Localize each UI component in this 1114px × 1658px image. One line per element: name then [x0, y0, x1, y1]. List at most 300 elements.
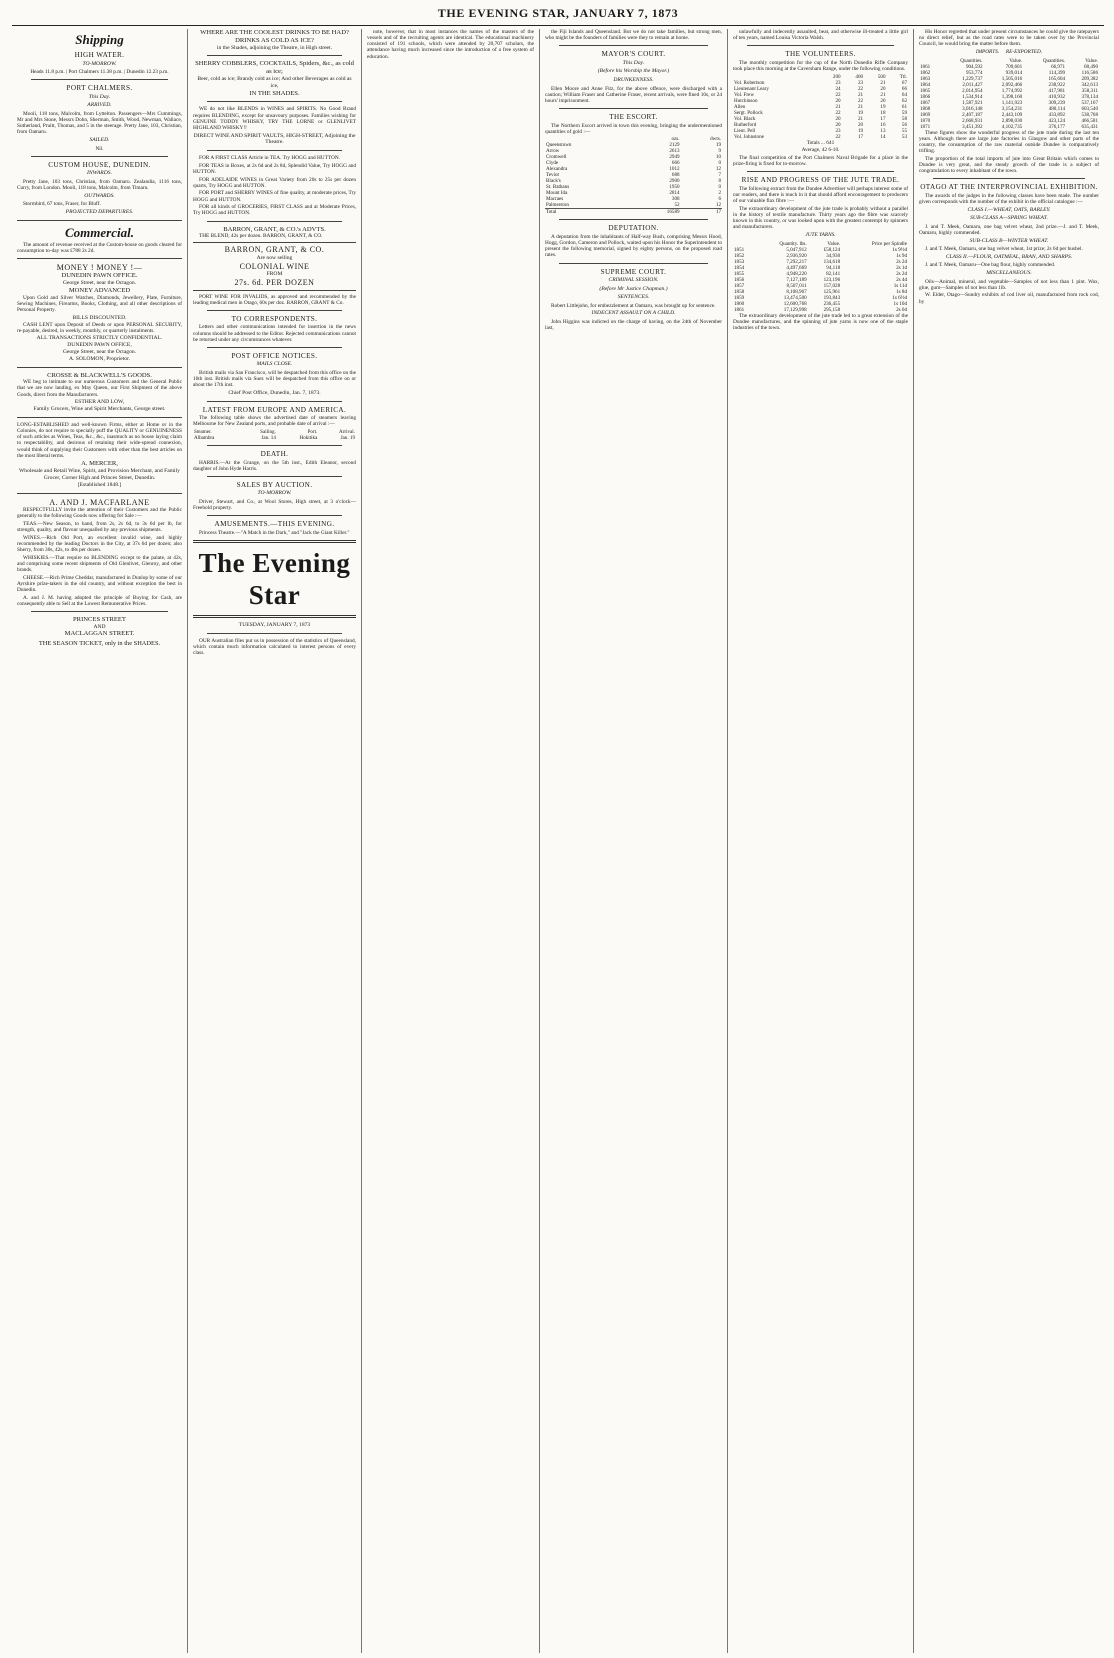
mayors-court-heading: MAYOR'S COURT. — [601, 50, 666, 59]
issue-date: TUESDAY, JANUARY 7, 1873 — [238, 621, 311, 628]
award-4: Oils—Animal, mineral, and vegetable—Samples of not less than 1 pint. Wax, glue, gum—Samples of not less than 1lb. — [919, 278, 1099, 291]
port-wine-invalids-ad: PORT WINE FOR INVALIDS, as approved and recommended by the leading medical men in Otago, 60s per doz. BARRON, GRANT & Co. — [193, 293, 356, 306]
column-2 — [188, 29, 362, 1653]
macfarlane-name: A. AND J. MACFARLANE — [49, 497, 150, 507]
table-cell: 116,586 — [1081, 69, 1098, 76]
table-cell: Hutchinson — [734, 97, 758, 104]
table-cell: 18 — [880, 109, 886, 116]
sub-class-b-heading: SUB-CLASS B—WINTER WHEAT. — [969, 237, 1049, 244]
table-cell: Allen — [734, 103, 746, 110]
pawn-cash: CASH LENT upon Deposit of Deeds or upon PERSONAL SECURITY, re-payable, desired, in weekly, monthly, or quarterly instalments. — [17, 321, 182, 334]
supreme-court-text: Robert Littlejohn, for embezzlement at Oamaru, was brought up for sentence. — [551, 302, 716, 309]
crosse-text: WE beg to intimate to our numerous Customers and the General Public that we are now landing, ex May Queen, our First Shipment of the above Goods, direct from the Manufacturers. — [17, 379, 182, 398]
re-exported-heading: RE-EXPORTED. — [1005, 49, 1043, 56]
jute-intro: The following extract from the Dundee Advertiser will perhaps interest some of our readers, and there is much in it that should afford encouragement to producers of our valuable flax fibre :— — [733, 185, 909, 205]
table-cell: 635,431 — [1081, 123, 1098, 130]
table-cell: 2949 — [669, 154, 680, 161]
table-cell: 23 — [857, 79, 864, 86]
table-cell: 1s 11d — [893, 282, 907, 289]
table-cell: 2,668,931 — [962, 117, 983, 124]
from-label: FROM — [266, 271, 283, 278]
table-cell: 953,774 — [965, 69, 983, 76]
table-cell: 1852 — [734, 252, 745, 259]
table-cell: 193,843 — [823, 294, 841, 301]
table-cell: 21 — [880, 79, 886, 86]
table-header: Value. — [1085, 57, 1098, 64]
table-cell: 20 — [880, 97, 886, 104]
pawn-proprietor: A. SOLOMON, Proprietor. — [68, 355, 131, 362]
table-cell: 209,382 — [1081, 75, 1098, 82]
table-cell: 1950 — [669, 184, 680, 191]
this-day-label: This Day. — [88, 93, 111, 100]
column-3 — [362, 29, 540, 1653]
trade-text-2: The proportion of the total imports of jute into Great Britain which comes to Dundee is very great, and the steady growth of the trade is a subject of congratulation to every inhabitant of the town. — [919, 155, 1099, 175]
table-cell: Vol. Johnstone — [734, 133, 764, 140]
table-cell: 1,587,921 — [962, 99, 983, 106]
table-cell: 66 — [901, 85, 907, 92]
table-cell: 1868 — [920, 105, 931, 112]
table-cell: 309,239 — [1048, 99, 1066, 106]
table-cell: 12,600,768 — [783, 300, 807, 307]
table-cell: 2s 2d — [896, 258, 907, 265]
divider — [17, 367, 182, 368]
table-cell: 1867 — [920, 99, 931, 106]
crosse-signature: ESTHER AND LOW, — [74, 399, 125, 406]
arrived-label: ARRIVED. — [87, 102, 112, 109]
divider — [207, 55, 342, 56]
table-cell: 61 — [901, 103, 907, 110]
divider — [207, 515, 342, 516]
sales-by-auction-heading: SALES BY AUCTION. — [236, 480, 313, 489]
table-cell: 1857 — [734, 282, 745, 289]
table-header: Price per Spindle — [871, 240, 907, 247]
table-cell: 20 — [880, 85, 886, 92]
colonial-wine-label: COLONIAL WINE — [239, 261, 310, 271]
table-cell: 1851 — [734, 246, 745, 253]
editorial-lead: OUR Australian files put us in possession of the statistics of Queensland, which contain much information calculated to interest persons of every class. — [193, 637, 356, 656]
table-header: Quantity. lbs. — [779, 240, 807, 247]
exhibition-heading: OTAGO AT THE INTERPROVINCIAL EXHIBITION. — [920, 183, 1098, 192]
long-established-ad: LONG-ESTABLISHED and well-known Firms, either at Home or in the Colonies, do not require to specially puff the QUALITY or GENUINENESS of such articles as Wines, Teas, &c., &c., inasmuch as no house laying claim to respectability, and desirous of retaining their wide-spread connexion, would think of supplying their Customers with other than the best articles on the most liberal terms. — [17, 421, 182, 459]
table-cell: 62 — [901, 97, 907, 104]
this-day-label: This Day. — [622, 59, 645, 66]
drunkenness-label: DRUNKENNESS. — [613, 77, 654, 83]
macfarlane-teas: TEAS.—New Season, to hand, from 2s, 2s 6d, to 3s 6d per lb, for strength, quality, and flavour unequalled by any previous shipments. — [17, 520, 182, 533]
mayor-sub: (Before his Worship the Mayor.) — [597, 68, 670, 75]
volunteers-total: Totals ... 641 — [806, 139, 835, 146]
table-cell: 16 — [880, 121, 886, 128]
assault-heading: INDECENT ASSAULT ON A CHILD. — [591, 310, 676, 317]
table-cell: Macraes — [546, 196, 564, 203]
rifle-scores-table — [733, 74, 908, 140]
table-cell: Rutherford — [734, 121, 757, 128]
table-cell: 2 — [718, 190, 721, 197]
table-cell: 1869 — [920, 111, 931, 118]
columns — [12, 29, 1104, 1653]
table-header: 500 — [877, 73, 886, 80]
jute-body: The extraordinary development of the jute trade is probably without a parallel in the history of textile manufacture. Thirty years ago the fibre was scarcely known in this country, or was looked upon with the greatest contempt by spinners and manufacturers. — [733, 205, 908, 231]
money-advanced: MONEY ADVANCED — [68, 286, 131, 294]
table-cell: 2s 2d — [896, 270, 907, 277]
crosse-signature-detail: Family Grocers, Wine and Spirit Merchants, George street. — [33, 406, 166, 413]
supreme-court-heading: SUPREME COURT. — [600, 267, 667, 276]
divider — [17, 493, 182, 494]
divider — [31, 79, 168, 80]
table-cell: 20 — [857, 121, 864, 128]
pawn-office-sign: DUNEDIN PAWN OFFICE, — [67, 342, 132, 349]
jute-trade-heading: RISE AND PROGRESS OF THE JUTE TRADE. — [741, 176, 900, 185]
table-cell: 56 — [901, 121, 907, 128]
macfarlane-wines: WINES.—Rich Old Port, an excellent invalid wine, and highly recommended by the leading Doctors in the City, at 37s 6d per dozen; also Sherry, from 30s, 42s, to 48s per dozen. — [17, 534, 182, 553]
sailed-label: SAILED. — [89, 137, 110, 144]
tomorrow-label: TO-MORROW. — [82, 60, 117, 67]
table-cell: 603,540 — [1081, 105, 1098, 112]
deputation-heading: DEPUTATION. — [608, 224, 659, 233]
table-cell: 64 — [901, 91, 907, 98]
table-cell: 1861 — [920, 63, 931, 70]
table-total-row — [545, 209, 722, 216]
table-cell: 433,892 — [1048, 111, 1066, 118]
shades-ad: WHERE ARE THE COOLEST DRINKS TO BE HAD? DRINKS AS COLD AS ICE? — [200, 29, 349, 44]
volunteers-text: The monthly competition for the cup of the North Dunedin Rifle Company took place this morning at the Caversham Range, under the following conditions. — [733, 59, 908, 72]
table-header: dwts. — [710, 136, 721, 143]
exhibition-text: The awards of the judges in the following classes have been made. The number given corresponds with the number of the exhibit in the official catalogue :— — [919, 192, 1099, 205]
barron-grant-heading: BARRON, GRANT, & CO.'s ADVTS. — [223, 225, 326, 233]
jute-yarns-table — [733, 241, 908, 313]
table-cell: 1863 — [920, 75, 931, 82]
table-cell: 1856 — [734, 276, 745, 283]
macfarlane-whiskies: WHISKIES.—That require no BLENDING except to the palate, at 42s, and comprising some recent shipments of Old Glenlivet, Glenroy, and other brands. — [17, 554, 182, 573]
table-cell: Vol. Frew — [734, 91, 754, 98]
table-cell: Queenstown — [546, 142, 572, 149]
now-selling: Are now selling — [256, 254, 293, 261]
column-1 — [12, 29, 188, 1653]
table-cell: 67 — [901, 79, 907, 86]
article-lead: note, however, that in most instances the names of the masters of the vessels and of the recruiting agents are identical. The educational machinery consisted of 191 schools, which were attended by 20,707 scholars, the attendance having much increased since the introduction of a free system of education. — [367, 29, 534, 60]
table-cell: 2,898,030 — [1001, 117, 1023, 124]
table-cell: 1862 — [920, 69, 931, 76]
evening-star-mast — [193, 547, 356, 611]
postmaster-line: Chief Post Office, Dunedin, Jan. 7, 1873. — [228, 389, 321, 396]
volunteers-close: The final competition of the Port Chalmers Naval Brigade for a place in the prize-firing is fixed for to-morrow. — [733, 154, 908, 168]
table-cell: 4,948,220 — [786, 270, 807, 277]
table-cell: 94,118 — [826, 264, 841, 271]
table-cell: 165,604 — [1048, 75, 1066, 82]
divider — [31, 611, 168, 612]
table-cell: Albambra — [194, 435, 215, 441]
table-cell: 709,601 — [1005, 63, 1023, 70]
pawn-address: George Street, near the Octagon. — [62, 280, 137, 287]
sentences-label: SENTENCES. — [617, 294, 650, 301]
table-cell: 1858 — [734, 288, 745, 295]
table-cell: 537,167 — [1081, 99, 1098, 106]
table-cell: 666 — [671, 160, 680, 167]
newspaper-title: THE EVENING STAR, JANUARY 7, 1873 — [437, 6, 679, 20]
table-header: Port. — [307, 429, 318, 435]
table-cell: 1866 — [920, 93, 931, 100]
table-cell: 1s 9d — [896, 252, 907, 259]
table-header: Arrival. — [339, 429, 355, 435]
table-cell: 16589 — [633, 209, 680, 216]
table-cell: 14 — [880, 133, 886, 140]
trade-text: These figures show the wonderful progress of the jute trade during the last ten years. Although there are large jute factories in Glasgow and other parts of the country, the consumption of the raw material outside Dundee is comparatively trifling. — [919, 129, 1099, 155]
table-cell: 1871 — [920, 123, 931, 130]
table-cell: 17,129,998 — [783, 306, 807, 313]
table-cell: 1864 — [920, 81, 931, 88]
table-header: Quantities. — [1042, 57, 1066, 64]
table-cell: 2s 4d — [896, 276, 907, 283]
table-cell: Sergt. Pollock — [734, 109, 763, 116]
jute-trade-table — [919, 58, 1099, 130]
season-ticket: THE SEASON TICKET, only in the SHADES. — [38, 640, 161, 648]
table-header: 400 — [855, 73, 864, 80]
table-cell: 23 — [835, 79, 841, 86]
table-cell: 2s 0d — [896, 306, 907, 313]
shipping-heading: Shipping — [75, 32, 124, 47]
deputation-text: A deputation from the inhabitants of Half-way Bush, comprising Messrs Hood, Hogg, Gordon, Cameron and Pollock, waited upon his Honor the Superintendent to present the following memorial, signed by eighty persons, on the proposed road rates. — [545, 233, 722, 259]
table-cell: 3,016,148 — [962, 105, 983, 112]
divider — [207, 347, 342, 348]
table-header: Value. — [827, 240, 841, 247]
wine-price: 27s. 6d. PER DOZEN — [234, 278, 315, 288]
high-water-heading: HIGH WATER. — [74, 51, 125, 59]
table-cell: 21 — [857, 103, 864, 110]
port-chalmers-heading: PORT CHALMERS. — [66, 84, 133, 93]
amusements-text: Princess Theatre.—"A Match in the Dark," and "Jack the Giant Killer." — [199, 529, 350, 536]
pawn-office-heading: DUNEDIN PAWN OFFICE. — [61, 272, 138, 280]
table-cell: 904,592 — [965, 63, 983, 70]
shades-ad-location: in the Shades, adjoining the Theatre, in High street. — [216, 44, 332, 51]
table-header: 200 — [832, 73, 841, 80]
table-cell: 134,618 — [823, 258, 841, 265]
column-5 — [728, 29, 914, 1653]
divider — [207, 401, 342, 402]
divider — [207, 221, 342, 222]
table-cell: 7 — [718, 172, 721, 179]
table-cell: 1,141,923 — [1001, 99, 1023, 106]
colonial-wine-ad — [193, 242, 356, 290]
table-cell: 22 — [835, 133, 841, 140]
blends-ad: WE do not like BLENDS in WINES and SPIRITS. No Good Brand requires BLENDING, except for unsavoury purposes. Families wishing for GENUINE TODDY WHISKY, TRY THE LORNE or GLENLIVET HIGHLAND WHISKY!! — [193, 106, 356, 131]
table-cell: 4,497,669 — [786, 264, 807, 271]
class-1-heading: CLASS I.—WHEAT, OATS, BARLEY. — [967, 206, 1051, 213]
table-cell: 23 — [835, 127, 841, 134]
established-date: [Established 1848.] — [77, 481, 122, 488]
and-word: AND — [93, 623, 106, 630]
table-cell: 2613 — [669, 148, 680, 155]
hogg-hutton-teas-ad: FOR TEAS in Boxes, at 2s 6d and 2s 8d, Splendid Value, Try HOGG and HUTTON. — [193, 162, 356, 175]
sherry-cobblers-detail: Beer, cold as ice; Brandy cold as ice; And other Beverages as cold as ice, — [197, 75, 352, 89]
table-cell: 1012 — [669, 166, 680, 173]
table-cell: 66,971 — [1051, 63, 1066, 70]
divider — [559, 45, 708, 46]
divider — [17, 258, 182, 259]
mercer-text: Wholesale and Retail Wine, Spirit, and Provision Merchant, and Family Grocer, Corner High and Princes Street, Dunedin. — [19, 468, 180, 481]
table-cell: 12 — [715, 166, 721, 173]
sub-class-a-heading: SUB-CLASS A—SPRING WHEAT. — [970, 215, 1048, 222]
table-cell: 1,774,992 — [1001, 87, 1023, 94]
table-cell: 123,196 — [823, 276, 841, 283]
table-cell: 1860 — [734, 300, 745, 307]
macfarlane-close: A. and J. M. having adopted the principle of Buying for Cash, are consequently able to Sell at the Lowest Remunerative Prices. — [17, 594, 182, 607]
table-cell: 22 — [835, 109, 841, 116]
table-cell: 308 — [671, 196, 680, 203]
table-cell: £58,124 — [823, 246, 841, 253]
table-cell: 22 — [857, 97, 864, 104]
table-header: Quantities. — [960, 57, 983, 64]
table-cell: 53 — [901, 133, 907, 140]
table-cell: 157,028 — [823, 282, 841, 289]
table-cell: 8 — [718, 178, 721, 185]
table-cell: 2129 — [669, 142, 680, 149]
table-cell: 17 — [880, 115, 886, 122]
divider — [207, 150, 342, 151]
table-cell: 939,014 — [1005, 69, 1023, 76]
divider — [17, 417, 182, 418]
hogg-hutton-tea-ad: FOR A FIRST CLASS Article in TEA. Try HOGG and HUTTON. — [199, 155, 340, 162]
custom-house-heading: CUSTOM HOUSE, DUNEDIN. — [48, 160, 151, 169]
table-cell: 410,932 — [1048, 93, 1066, 100]
death-text: HARRIS.—At the Grange, on the 5th inst., Edith Eleanor, second daughter of John Hyde Harris. — [193, 459, 356, 472]
table-cell: 13,474,500 — [783, 294, 807, 301]
bills-discounted: BILLS DISCOUNTED. — [72, 314, 127, 321]
pawn-confidential: ALL TRANSACTIONS STRICTLY CONFIDENTIAL. — [36, 335, 163, 342]
maclaggan-street: MACLAGGAN STREET. — [64, 630, 135, 638]
table-cell: 52 — [674, 202, 680, 209]
table-cell: 2,936,920 — [786, 252, 807, 259]
table-cell: 423,124 — [1048, 117, 1066, 124]
divider — [747, 171, 894, 172]
table-cell: 378,134 — [1081, 93, 1098, 100]
table-cell: Clyde — [546, 160, 559, 167]
table-cell: 82,141 — [826, 270, 841, 277]
table-cell: 1,534,914 — [962, 93, 983, 100]
sherry-cobblers-ad: SHERRY COBBLERS, COCKTAILS, Spiders, &c., as cold as ice; — [195, 60, 354, 76]
table-cell: 19 — [857, 109, 864, 116]
barron-grant-name: BARRON, GRANT, & CO. — [224, 245, 325, 255]
table-cell: 1855 — [734, 270, 745, 277]
table-cell: 8,108,967 — [786, 288, 807, 295]
volunteers-heading: THE VOLUNTEERS. — [785, 50, 856, 59]
jute-yarns-heading: JUTE YARNS. — [805, 232, 836, 239]
table-cell: 17 — [857, 133, 864, 140]
arrived-text: Mooli, 118 tons, Malcolm, from Lyttelton. Passengers—Mrs Cummings, Mr and Mrs Stone, Messrs Dohn, Sherman, Smith, Wood, Newman, Wallace, Sutherland, Pruitt, Thomas, and 5 in the steerage. Pretty Jane, 103, Christian, from Oamaru. — [17, 110, 182, 136]
table-cell: Jan. 19 — [340, 435, 355, 441]
table-cell: Vol. Robertson — [734, 79, 765, 86]
commercial-text: The amount of revenue received at the Custom-house on goods cleared for consumption to-day was £788 2s 2d. — [17, 241, 182, 254]
table-cell: Palmerston — [546, 202, 569, 209]
table-cell: 295,158 — [823, 306, 841, 313]
money-ad-heading: MONEY ! MONEY !— — [56, 262, 143, 272]
table-cell: 22 — [857, 85, 864, 92]
mails-text: British mails via San Francisco, will be despatched from this office on the 16th inst. British mails via Suez will be despatched from this office on or about the 17th inst. — [193, 369, 356, 389]
correspondents-heading: TO CORRESPONDENTS. — [231, 314, 318, 323]
imports-exports-heading — [919, 49, 1099, 55]
sales-text: Driver, Stewart, and Co., at Wool Stores, High street, at 3 o'clock—Freehold property. — [193, 498, 356, 512]
post-office-heading: POST OFFICE NOTICES. — [231, 351, 318, 360]
table-cell: Teviot — [546, 172, 559, 179]
column-4 — [540, 29, 728, 1653]
divider — [559, 219, 708, 220]
table-cell: 1865 — [920, 87, 931, 94]
table-header: Ttl. — [899, 73, 907, 80]
table-cell: 2,407,187 — [962, 111, 983, 118]
award-2: J. and T. Meek, Oamaru, one bag velvet wheat, 1st prize; 2s 6d per bushel. — [925, 246, 1083, 253]
table-cell: Arrow — [546, 148, 560, 155]
divider — [207, 476, 342, 477]
table-cell: 7,127,189 — [786, 276, 807, 283]
outwards-label: OUTWARDS. — [84, 192, 115, 199]
table-header: Value. — [1009, 57, 1023, 64]
table-cell: Lieutenant Leary — [734, 85, 769, 92]
table-cell: 5,047,912 — [786, 246, 807, 253]
table-cell: 114,399 — [1048, 69, 1066, 76]
table-cell: 19 — [857, 127, 864, 134]
table-cell: 1s 10d — [893, 300, 907, 307]
table-cell: 538,768 — [1081, 111, 1098, 118]
miscellaneous-heading: MISCELLANEOUS. — [986, 270, 1032, 277]
pawn-text: Upon Gold and Silver Watches, Diamonds, Jewellery, Plate, Furniture, Sewing Machines, Firearms, Books, Clothing, and all other descriptions of Personal Property. — [17, 294, 182, 314]
award-3: J. and T. Meek, Oamaru—One bag flour, highly commended. — [925, 262, 1056, 269]
table-cell: Total — [545, 209, 633, 216]
mercer-name: A. MERCER, — [81, 460, 118, 468]
table-cell: 2s 1d — [896, 264, 907, 271]
death-heading: DEATH. — [260, 450, 289, 458]
hogg-hutton-adelaide-ad: FOR ADELAIDE WINES in Great Variety from 20s to 25s per dozen quarts, Try HOGG and HUTTON. — [193, 176, 356, 189]
correspondents-text: Letters and other communications intended for insertion in the news columns should be addressed to the Editor. Rejected communications cannot be returned under any circumstances whatever. — [193, 324, 356, 343]
table-cell: 21 — [857, 91, 864, 98]
table-cell: 417,981 — [1048, 87, 1066, 94]
pawn-office-address: George Street, near the Octagon. — [62, 348, 137, 355]
table-cell: 21 — [835, 103, 841, 110]
article-lead: His Honor regretted that under present circumstances he could give the ratepayers no direct relief, but as the road rates were to be taken over by the Provincial Council, he would bring the matter before them. — [919, 29, 1099, 48]
table-cell: 21 — [857, 115, 864, 122]
wine-vaults-address: DIRECT WINE AND SPIRIT VAULTS, HIGH-STREET, Adjoining the Theatre. — [193, 132, 356, 146]
in-the-shades: IN THE SHADES. — [249, 89, 300, 97]
table-cell: 21 — [880, 91, 886, 98]
table-cell: 20 — [835, 115, 841, 122]
table-cell: 19 — [880, 103, 886, 110]
steamer-table — [193, 429, 356, 441]
hogg-hutton-port-ad: FOR PORT and SHERRY WINES of fine quality, at moderate prices, Try HOGG and HUTTON. — [193, 190, 356, 203]
imports-heading: IMPORTS. — [975, 49, 1000, 56]
table-cell: 3,451,392 — [962, 123, 983, 130]
divider — [559, 108, 708, 109]
gold-escort-table — [545, 136, 722, 215]
divider — [207, 101, 342, 102]
blend-ad: THE BLEND, 42s per dozen. BARRON, GRANT, & CO. — [199, 233, 323, 240]
table-cell: 1s 9½d — [892, 246, 907, 253]
table-cell: St. Bathans — [546, 184, 570, 191]
macfarlane-intro: RESPECTFULLY invite the attention of their Customers and the Public generally to the following Goods now offering for Sale :— — [17, 507, 182, 520]
table-cell: 1s 6½d — [892, 294, 907, 301]
table-cell: 1,229,737 — [962, 75, 983, 82]
escort-text: The Northern Escort arrived in town this evening, bringing the undermentioned quantities of gold :— — [545, 122, 722, 135]
table-cell: 59 — [901, 109, 907, 116]
table-cell: 2814 — [669, 190, 680, 197]
table-cell: 55 — [901, 127, 907, 134]
table-cell: 58 — [901, 115, 907, 122]
table-cell: 19 — [715, 142, 721, 149]
masthead — [12, 6, 1104, 26]
table-cell: 22 — [835, 91, 841, 98]
latest-text: The following table shows the advertised date of steamers leaving Melbourne for New Zealand ports, and probable date of arrival :— — [193, 415, 356, 428]
table-cell: 20 — [835, 97, 841, 104]
table-row — [193, 435, 356, 441]
inwards-text: Pretty Jane, 103 tons, Christian, from Oamaru. Zealandia, 1116 tons, Curry, from London. Mooli, 118 tons, Malcolm, from Timaru. — [17, 178, 182, 192]
divider — [559, 263, 708, 264]
table-cell: 1859 — [734, 294, 745, 301]
